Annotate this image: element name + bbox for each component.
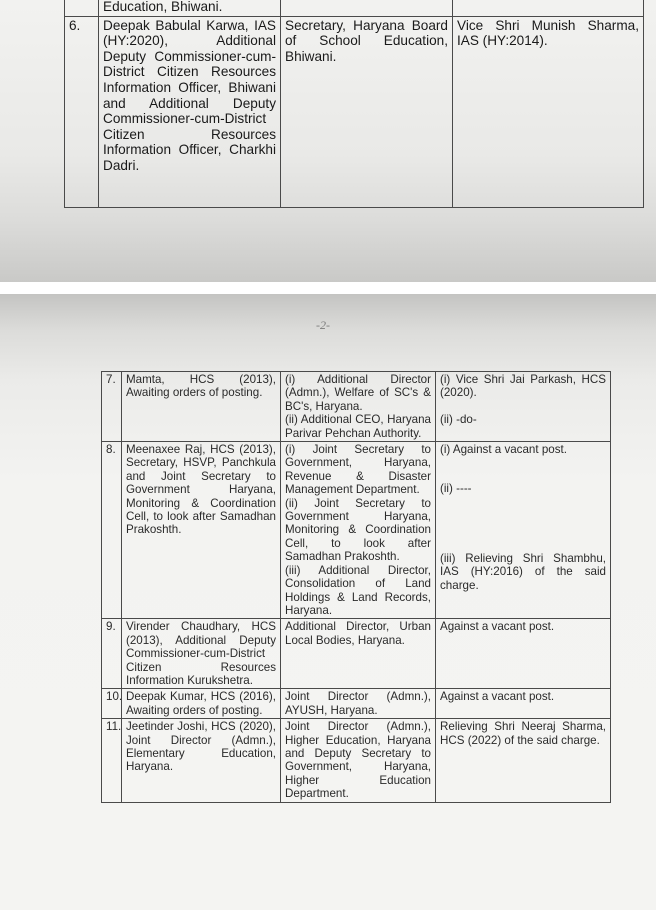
vice-cell: Relieving Shri Neeraj Sharma, HCS (2022) of the said charge. (436, 719, 611, 802)
vice-cell: Against a vacant post. (436, 619, 611, 689)
posting-table-bottom (101, 371, 611, 803)
serial-number-cell: 9. (102, 619, 122, 689)
vice-cell: Against a vacant post. (436, 689, 611, 719)
document-photo-bottom (0, 294, 656, 910)
vice-cell (436, 372, 611, 442)
officer-cell: Virender Chaudhary, HCS (2013), Additional Deputy Commissioner-cum-District Citizen Resources Information Kurukshetra. (122, 619, 281, 689)
officer-cell: Deepak Kumar, HCS (2016), Awaiting orders of posting. (122, 689, 281, 719)
officer-cell: Deepak Babulal Karwa, IAS (HY:2020), Additional Deputy Commissioner-cum-District Citizen Resources Information Officer, Bhiwani and Additional Deputy Commissioner-cum-District Citizen Resources Information Officer, Charkhi Dadri. (99, 16, 281, 207)
posted-as-item: (i) Joint Secretary to Government, Haryana, Revenue & Disaster Management Department. (285, 443, 431, 497)
serial-number-cell: 11. (102, 719, 122, 802)
vice-item: (i) Against a vacant post. (440, 443, 567, 457)
posted-as-cell: Additional Director, Urban Local Bodies, Haryana. (281, 619, 436, 689)
table-row (65, 0, 644, 16)
document-photo-top (0, 0, 656, 282)
table-row (65, 16, 644, 207)
posted-as-item: (ii) Additional CEO, Haryana Parivar Pehchan Authority. (285, 413, 431, 440)
page-number: -2- (316, 318, 330, 332)
posted-as-cell: Joint Director (Admn.), AYUSH, Haryana. (281, 689, 436, 719)
table-row (102, 719, 611, 802)
serial-number-cell: 8. (102, 442, 122, 619)
posted-as-item: (i) Additional Director (Admn.), Welfare of SC's & BC's, Haryana. (285, 373, 431, 413)
serial-number-cell: 10. (102, 689, 122, 719)
table-row (102, 619, 611, 689)
officer-cell: Jeetinder Joshi, HCS (2020), Joint Director (Admn.), Elementary Education, Haryana. (122, 719, 281, 802)
page-separator (0, 282, 656, 294)
vice-cell (436, 442, 611, 619)
serial-number-cell: 6. (65, 16, 99, 207)
posted-as-cell (281, 442, 436, 619)
table-row (102, 689, 611, 719)
vice-item: (i) Vice Shri Jai Parkash, HCS (2020). (440, 373, 606, 400)
vice-item: (ii) ---- (440, 482, 472, 496)
table-row (102, 442, 611, 619)
posted-as-item: (ii) Joint Secretary to Government Haryana, Monitoring & Coordination Cell, to look after Samadhan Prakoshth. (285, 496, 431, 564)
posted-as-cell (281, 372, 436, 442)
posted-as-item: (iii) Additional Director, Consolidation of Land Holdings & Land Records, Haryana. (285, 563, 431, 617)
officer-cell: Meenaxee Raj, HCS (2013), Secretary, HSVP, Panchkula and Joint Secretary to Government Haryana, Monitoring & Coordination Cell, to look after Samadhan Prakoshth. (122, 442, 281, 619)
posted-as-cell: Joint Director (Admn.), Higher Education, Haryana and Deputy Secretary to Government, Haryana, Higher Education Department. (281, 719, 436, 802)
vice-item: (iii) Relieving Shri Shambhu, IAS (HY:2016) of the said charge. (440, 551, 606, 592)
serial-number-cell: 7. (102, 372, 122, 442)
table-row (102, 372, 611, 442)
officer-cell: Education, Bhiwani. (99, 0, 281, 16)
vice-item: (ii) -do- (440, 412, 477, 426)
posted-as-cell: Secretary, Haryana Board of School Education, Bhiwani. (281, 16, 453, 207)
vice-cell: Vice Shri Munish Sharma, IAS (HY:2014). (453, 16, 644, 207)
posting-table-top (64, 0, 644, 208)
officer-cell: Mamta, HCS (2013), Awaiting orders of posting. (122, 372, 281, 442)
